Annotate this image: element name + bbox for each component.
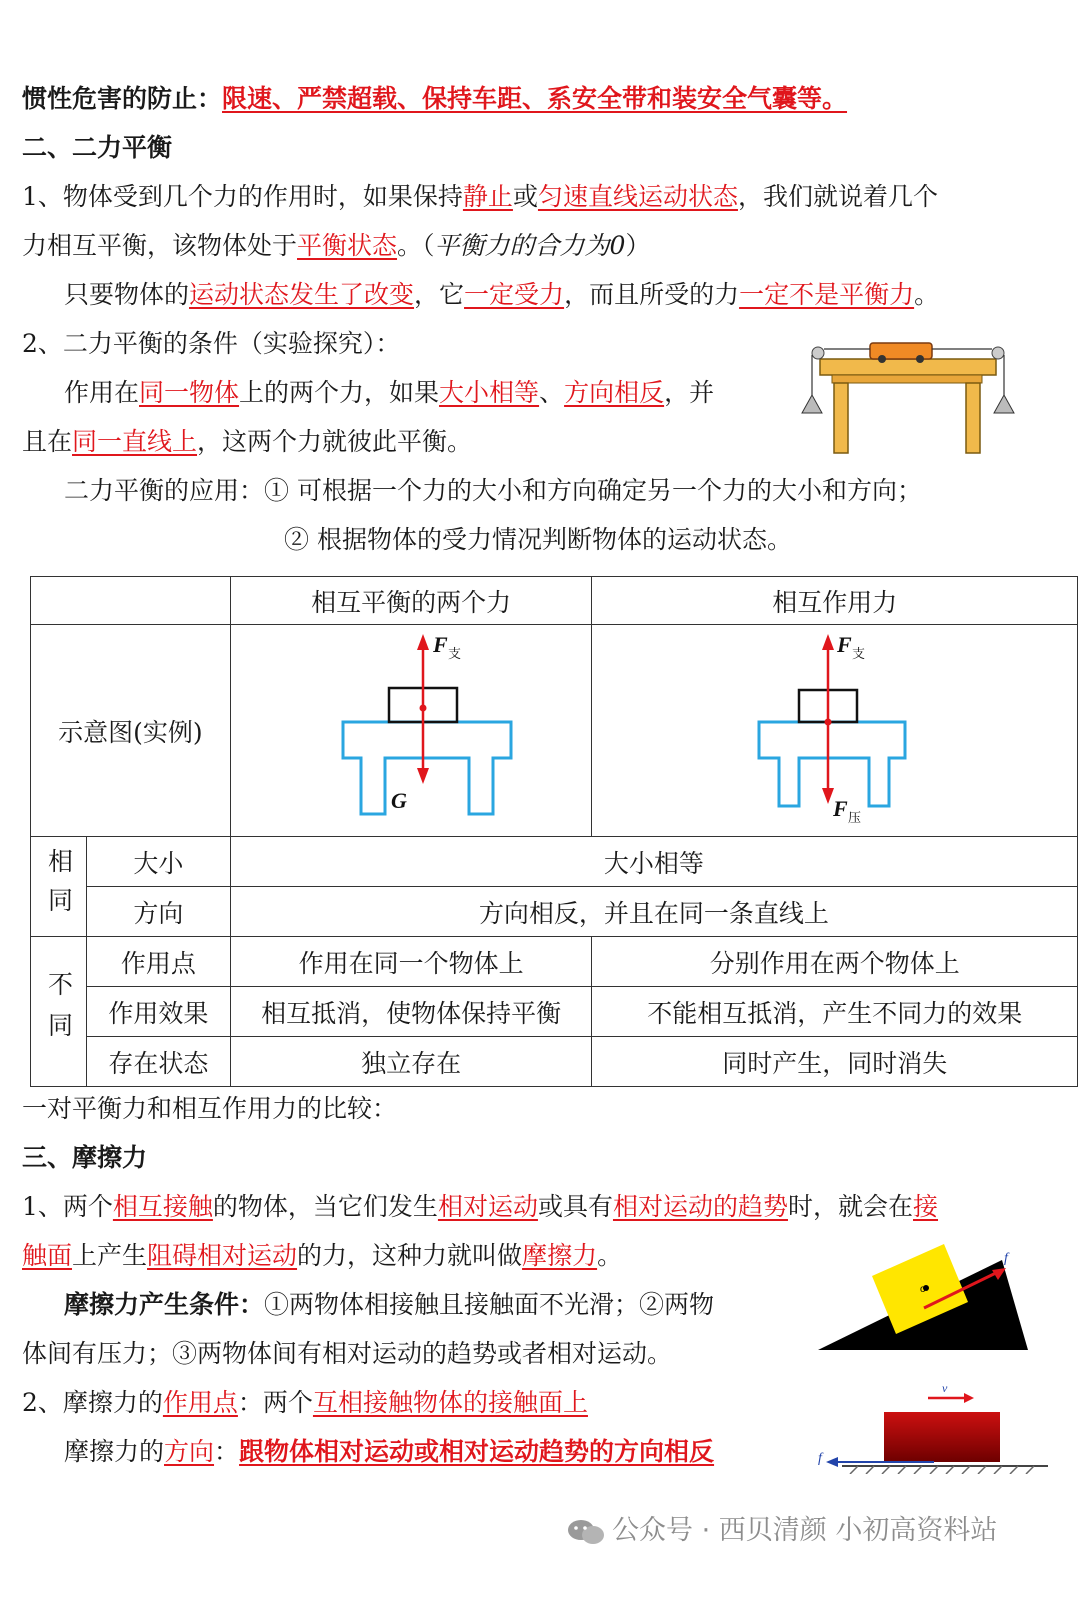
effect-balanced: 相互抵消，使物体保持平衡 (230, 987, 592, 1037)
fig2-bottom-label: F (832, 795, 848, 821)
highlight-action-point: 作用点 (162, 1388, 238, 1417)
highlight-must-force: 一定受力 (464, 280, 565, 309)
highlight-uniform-motion: 匀速直线运动状态 (537, 182, 738, 211)
table-row-point (31, 937, 1078, 987)
s3-p1-line1: 1、两个相互接触的物体，当它们发生相对运动或具有相对运动的趋势时，就会在接 (22, 1192, 939, 1221)
table-header-row (31, 577, 1078, 625)
col-interaction-header: 相互作用力 (592, 577, 1078, 625)
highlight-same-line: 同一直线上 (72, 427, 198, 456)
incline-o-label: o (920, 1284, 926, 1295)
s3-cond-line1: 摩擦力产生条件：①两物体相接触且接触面不光滑；②两物 (64, 1290, 715, 1319)
highlight-contact-surface-a: 接 (913, 1192, 939, 1221)
highlight-equal-size: 大小相等 (439, 378, 540, 407)
highlight-opposite-dir: 方向相反 (564, 378, 665, 407)
s3-p1-line2: 触面上产生阻碍相对运动的力，这种力就叫做摩擦力。 (22, 1241, 623, 1270)
effect-interaction: 不能相互抵消，产生不同力的效果 (592, 987, 1078, 1037)
block-v-label: v (942, 1382, 948, 1395)
effect-label: 作用效果 (86, 987, 230, 1037)
state-label: 存在状态 (86, 1037, 230, 1087)
net-force-note: 平衡力的合力为0 (434, 231, 626, 260)
table-diagram-row (31, 625, 1078, 837)
highlight-relative-motion: 相对运动 (437, 1192, 538, 1221)
incline-f-label: f (1004, 1251, 1008, 1266)
block-friction-figure (816, 1382, 1048, 1474)
s2-p1-line2: 力相互平衡，该物体处于平衡状态。（平衡力的合力为0） (22, 231, 651, 260)
highlight-contact-faces: 互相接触物体的接触面上 (312, 1388, 588, 1417)
col-balanced-header: 相互平衡的两个力 (230, 577, 592, 625)
s3-cond-line2: 体间有压力；③两物体间有相对运动的趋势或者相对运动。 (22, 1339, 673, 1368)
incline-friction-figure (816, 1240, 1030, 1352)
table-caption: 一对平衡力和相互作用力的比较： (22, 1094, 398, 1123)
point-label: 作用点 (86, 937, 230, 987)
point-balanced: 作用在同一个物体上 (230, 937, 592, 987)
table-row-state (31, 1037, 1078, 1087)
inertia-value: 限速、严禁超载、保持车距、系安全带和装安全气囊等。 (222, 84, 848, 113)
highlight-resist-motion: 阻碍相对运动 (147, 1241, 298, 1270)
s3-p2: 2、摩擦力的作用点：两个互相接触物体的接触面上 (22, 1388, 588, 1417)
s2-cond-line1: 作用在同一物体上的两个力，如果大小相等、方向相反，并 (64, 378, 715, 407)
watermark (566, 1508, 997, 1547)
highlight-static: 静止 (462, 182, 513, 211)
size-value: 大小相等 (230, 837, 1077, 887)
direction-label: 方向 (86, 887, 230, 937)
fig1-top-label: F (433, 631, 448, 657)
highlight-same-object: 同一物体 (139, 378, 240, 407)
s2-p1-line1: 1、物体受到几个力的作用时，如果保持静止或匀速直线运动状态，我们就说着几个 (22, 182, 938, 211)
balanced-force-diagram (301, 628, 521, 828)
s3-p3: 摩擦力的方向：跟物体相对运动或相对运动趋势的方向相反 (64, 1437, 715, 1466)
inertia-label: 惯性危害的防止： (22, 84, 223, 113)
fig1-top-sub: 支 (448, 645, 462, 661)
fig2-top-label: F (836, 631, 852, 657)
fig1-bottom-label: G (391, 787, 407, 813)
s2-p2: 只要物体的运动状态发生了改变，它一定受力，而且所受的力一定不是平衡力。 (64, 280, 940, 309)
point-interaction: 分别作用在两个物体上 (592, 937, 1078, 987)
highlight-friction: 摩擦力 (522, 1241, 598, 1270)
highlight-direction: 方向 (164, 1437, 215, 1466)
fig2-bottom-sub: 压 (847, 809, 861, 825)
highlight-not-balanced: 一定不是平衡力 (739, 280, 915, 309)
size-label: 大小 (86, 837, 230, 887)
balance-experiment-figure (796, 335, 1018, 455)
balanced-diagram-cell (230, 625, 592, 837)
state-balanced: 独立存在 (230, 1037, 592, 1087)
highlight-contact-surface-b: 触面 (22, 1241, 73, 1270)
friction-cond-label: 摩擦力产生条件： (64, 1290, 265, 1319)
highlight-balance-state: 平衡状态 (297, 231, 398, 260)
block-f-label: f (818, 1451, 822, 1466)
fig2-top-sub: 支 (851, 645, 865, 661)
s2-app1: 二力平衡的应用：① 可根据一个力的大小和方向确定另一个力的大小和方向； (64, 476, 922, 505)
same-group-label: 相同 (31, 837, 87, 937)
highlight-opposite-direction: 跟物体相对运动或相对运动趋势的方向相反 (239, 1437, 715, 1466)
s2-cond-line2: 且在同一直线上，这两个力就彼此平衡。 (22, 427, 473, 456)
table-row-effect (31, 987, 1078, 1037)
table-row-size (31, 837, 1078, 887)
interaction-diagram-cell (592, 625, 1078, 837)
direction-value: 方向相反，并且在同一条直线上 (230, 887, 1077, 937)
table-row-direction (31, 887, 1078, 937)
diff-group-label: 不同 (31, 937, 87, 1087)
comparison-table (30, 576, 1078, 1087)
s2-cond-title: 2、二力平衡的条件（实验探究）： (22, 329, 401, 358)
inertia-line (22, 82, 847, 116)
section3-title: 三、摩擦力 (22, 1143, 148, 1172)
state-interaction: 同时产生，同时消失 (592, 1037, 1078, 1087)
s2-app2: ② 根据物体的受力情况判断物体的运动状态。 (284, 525, 792, 554)
interaction-force-diagram (725, 628, 945, 828)
section2-title: 二、二力平衡 (22, 133, 173, 162)
highlight-motion-trend: 相对运动的趋势 (612, 1192, 788, 1221)
watermark-text: 公众号 · 西贝清颜 小初高资料站 (612, 1515, 998, 1546)
wechat-icon (566, 1518, 606, 1546)
highlight-state-change: 运动状态发生了改变 (189, 280, 415, 309)
diagram-label: 示意图(实例) (31, 625, 231, 837)
highlight-contact: 相互接触 (112, 1192, 213, 1221)
